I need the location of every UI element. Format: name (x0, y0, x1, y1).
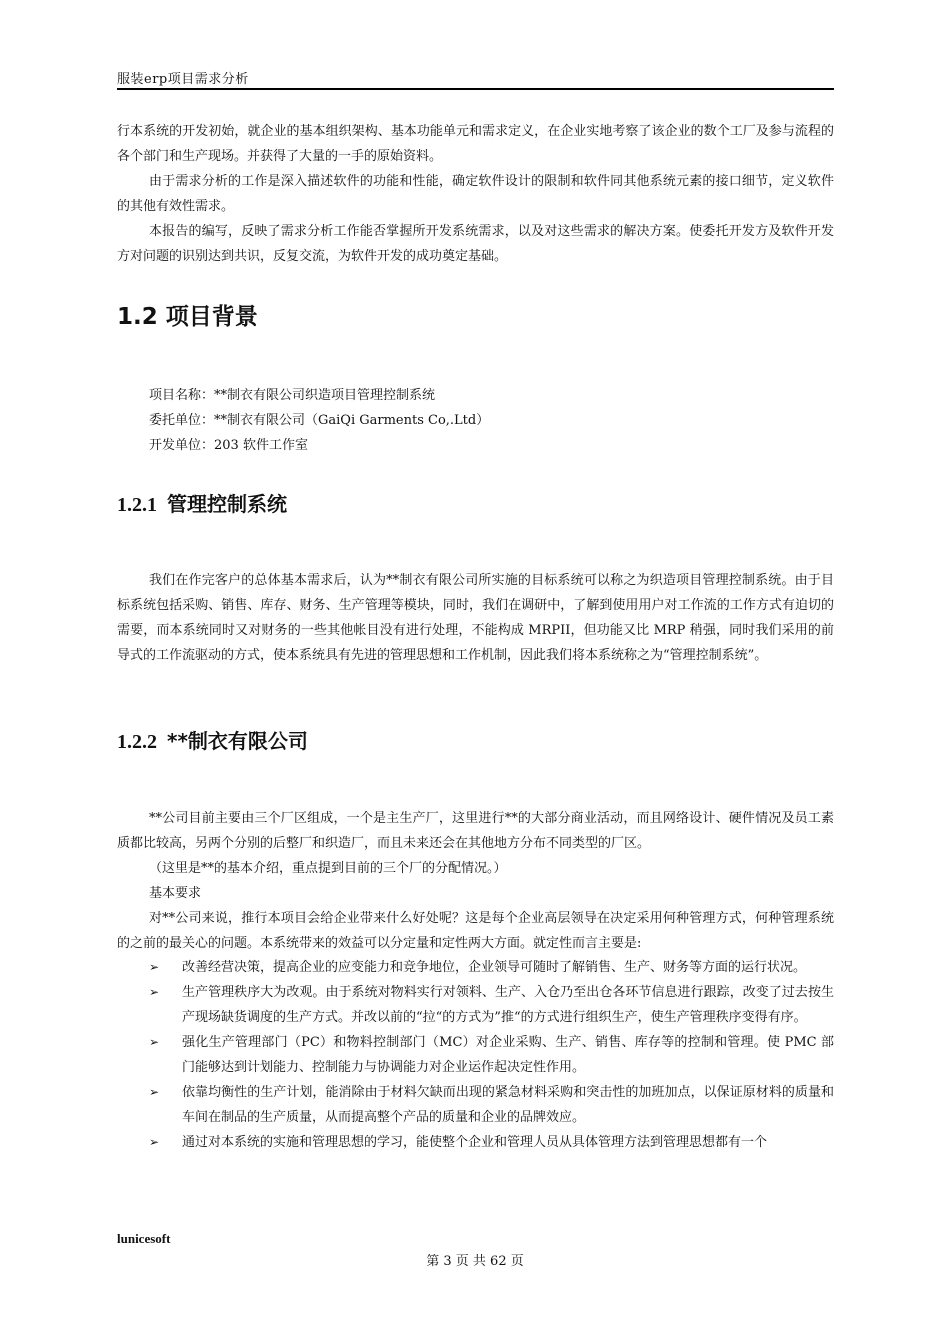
section-title: **制衣有限公司 (167, 729, 308, 753)
list-item-text: 通过对本系统的实施和管理思想的学习，能使整个企业和管理人员从具体管理方法到管理思想都有一个 (182, 1135, 768, 1150)
section-heading-1-2 (117, 298, 258, 331)
list-item-text: 生产管理秩序大为改观。由于系统对物料实行对领料、生产、入仓乃至出仓各环节信息进行跟踪，改变了过去按生产现场缺货调度的生产方式。并改以前的“拉“的方式为”推“的方式进行组织生产，使生产管理秩序变得有序。 (182, 985, 834, 1025)
section-number: 1.2.2 (117, 731, 157, 753)
list-item-text: 改善经营决策，提高企业的应变能力和竞争地位，企业领导可随时了解销售、生产、财务等方面的运行状况。 (182, 960, 807, 975)
list-item (117, 1080, 834, 1130)
footer-company: lunicesoft (117, 1231, 171, 1246)
section-number: 1.2 (117, 304, 158, 330)
company-intro-paragraph: **公司目前主要由三个厂区组成，一个是主生产厂，这里进行**的大部分商业活动，而且网络设计、硬件情况及员工素质都比较高，另两个分别的后整厂和织造厂，而且未来还会在其他地方分布不同类型的厂区。 (117, 811, 834, 851)
developer-line: 开发单位：203 软件工作室 (149, 438, 308, 453)
section-number: 1.2.1 (117, 494, 157, 516)
section-heading-1-2-1 (117, 488, 287, 517)
management-system-paragraph: 我们在作完客户的总体基本需求后，认为**制衣有限公司所实施的目标系统可以称之为织造项目管理控制系统。由于目标系统包括采购、销售、库存、财务、生产管理等模块，同时，我们在调研中，了解到使用用户对工作流的工作方式有迫切的需要，而本系统同时又对财务的一些其他帐目没有进行处理，不能构成 MRPII，但功能又比 MRP 稍强，同时我们采用的前导式的工作流驱动的方式，使本系统具有先进的管理思想和工作机制，因此我们将本系统称之为“管理控制系统”。 (117, 573, 834, 663)
intro-paragraph-3: 本报告的编写，反映了需求分析工作能否掌握所开发系统需求，以及对这些需求的解决方案。使委托开发方及软件开发方对问题的识别达到共识，反复交流，为软件开发的成功奠定基础。 (117, 224, 834, 264)
list-item (117, 955, 834, 980)
list-item (117, 1130, 834, 1155)
intro-paragraph-1: 行本系统的开发初始，就企业的基本组织架构、基本功能单元和需求定义，在企业实地考察了该企业的数个工厂及参与流程的各个部门和生产现场。并获得了大量的一手的原始资料。 (117, 124, 834, 164)
page-number: 第 3 页 共 62 页 (426, 1254, 524, 1269)
arrow-bullet-icon: ➢ (149, 1035, 160, 1049)
arrow-bullet-icon: ➢ (149, 1135, 160, 1149)
arrow-bullet-icon: ➢ (149, 1085, 160, 1099)
company-note: （这里是**的基本介绍，重点提到目前的三个厂的分配情况。） (149, 861, 507, 876)
section-title: 项目背景 (165, 304, 258, 330)
benefits-question-paragraph: 对**公司来说，推行本项目会给企业带来什么好处呢？这是每个企业高层领导在决定采用何种管理方式，何种管理系统的之前的最关心的问题。本系统带来的效益可以分定量和定性两大方面。就定性而言主要是: (117, 911, 834, 951)
benefits-list (117, 955, 834, 1155)
arrow-bullet-icon: ➢ (149, 960, 160, 974)
section-title: 管理控制系统 (167, 492, 287, 516)
list-item (117, 1030, 834, 1080)
intro-paragraph-2: 由于需求分析的工作是深入描述软件的功能和性能，确定软件设计的限制和软件同其他系统元素的接口细节，定义软件的其他有效性需求。 (117, 174, 834, 214)
list-item-text: 依靠均衡性的生产计划，能消除由于材料欠缺而出现的紧急材料采购和突击性的加班加点，以保证原材料的质量和车间在制品的生产质量，从而提高整个产品的质量和企业的品牌效应。 (182, 1085, 834, 1125)
client-line: 委托单位：**制衣有限公司（GaiQi Garments Co,.Ltd） (149, 413, 490, 428)
header-rule (117, 88, 834, 90)
list-item-text: 强化生产管理部门（PC）和物料控制部门（MC）对企业采购、生产、销售、库存等的控制和管理。使 PMC 部门能够达到计划能力、控制能力与协调能力对企业运作起决定性作用。 (182, 1035, 834, 1075)
project-name-line: 项目名称：**制衣有限公司织造项目管理控制系统 (149, 388, 436, 403)
list-item (117, 980, 834, 1030)
basic-requirements-subheading: 基本要求 (149, 886, 202, 901)
section-heading-1-2-2 (117, 725, 308, 754)
arrow-bullet-icon: ➢ (149, 985, 160, 999)
header-title: 服装erp项目需求分析 (117, 72, 249, 87)
